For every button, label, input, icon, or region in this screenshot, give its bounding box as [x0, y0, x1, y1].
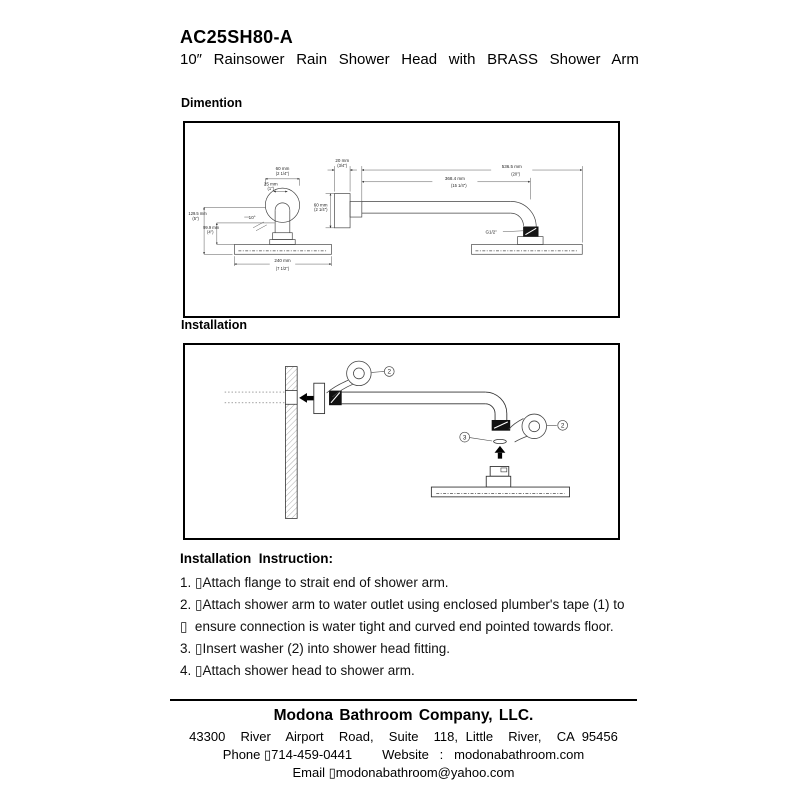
company-name: Modona Bathroom Company, LLC. [273, 707, 534, 724]
website-link[interactable]: Website : modonabathroom.com [382, 747, 585, 762]
side-view-drawing [334, 194, 582, 255]
dim-flange-in: (2 1/4") [314, 207, 328, 213]
callout-number-washer: 3 [462, 434, 467, 442]
flange-drawing [314, 383, 325, 413]
dim-height1-mm: 129.5 mm [188, 211, 207, 217]
front-view-drawing [234, 188, 331, 254]
installation-diagram [185, 345, 618, 538]
dim-flange-mm: 60 mm [313, 202, 328, 208]
dim-angle: 10° [248, 215, 256, 221]
dim-width-in: (2 1/4") [275, 170, 290, 176]
product-code-title: AC25SH80-A [180, 27, 294, 47]
dim-height2-mm: 99.9 mm [203, 224, 220, 230]
dim-width-mm: 60 mm [275, 166, 290, 172]
dimension-heading: Dimention [181, 96, 243, 110]
installation-diagram-frame [183, 343, 620, 540]
dim-thread-size: G1/2" [485, 229, 497, 235]
tape-roll-lower [509, 414, 547, 442]
phone-number: Phone ▯714-459-0441 [222, 747, 353, 762]
wall-drawing [225, 367, 297, 519]
water-outlet-stub [285, 391, 297, 405]
dim-total-mm: 536.5 mm [501, 164, 522, 170]
dim-arm-mm: 368.4 mm [444, 175, 465, 181]
footer-divider [170, 699, 637, 701]
callout-number-tape-lower: 2 [560, 422, 565, 430]
callout-tape-upper [372, 367, 395, 377]
callout-number-tape-upper: 2 [387, 368, 392, 376]
product-subtitle: 10″ Rainsower Rain Shower Head with BRASS Shower Arm [180, 51, 639, 68]
direction-arrow-left [299, 393, 316, 403]
dim-height1-in: (5") [192, 215, 199, 221]
company-address: 43300 River Airport Road, Suite 118, Little River, CA 95456 [189, 729, 618, 744]
installation-heading: Installation [181, 318, 247, 332]
dim-depth-in: (3/4") [337, 163, 348, 169]
instruction-line-4: 3. ▯Insert washer (2) into shower head fitting. [180, 641, 451, 656]
instruction-line-3: ▯ ensure connection is water tight and curved end pointed towards floor. [180, 619, 614, 634]
dim-head-mm: 240 mm [274, 258, 291, 264]
dim-pipe-in: (1") [267, 186, 274, 192]
dim-total-in: (20") [511, 171, 521, 177]
dim-head-in: (7 1/2") [275, 265, 290, 271]
front-view-labels [188, 166, 290, 271]
washer-drawing [460, 432, 507, 443]
front-view-dimensions [204, 179, 331, 266]
direction-arrow-up [495, 446, 506, 459]
dim-height2-in: (4") [207, 229, 214, 235]
instruction-line-2: 2. ▯Attach shower arm to water outlet using enclosed plumber's tape (1) to [180, 597, 625, 612]
dimension-diagram [185, 123, 618, 316]
dimension-diagram-frame [183, 121, 620, 318]
instruction-line-5: 4. ▯Attach shower head to shower arm. [180, 663, 415, 678]
email-address: Email ▯modonabathroom@yahoo.com [292, 765, 515, 780]
contact-row [150, 747, 657, 763]
shower-arm-drawing [329, 391, 509, 430]
instruction-line-1: 1. ▯Attach flange to strait end of shower arm. [180, 575, 449, 590]
shower-head-drawing [431, 466, 569, 496]
dim-arm-in: (15 1/4") [450, 183, 467, 189]
side-view-labels [314, 158, 522, 235]
callout-tape-lower [547, 420, 568, 430]
dim-pipe-mm: 25 mm [263, 181, 278, 187]
instructions-heading: Installation Instruction: [180, 551, 334, 566]
dim-depth-mm: 20 mm [335, 158, 350, 164]
